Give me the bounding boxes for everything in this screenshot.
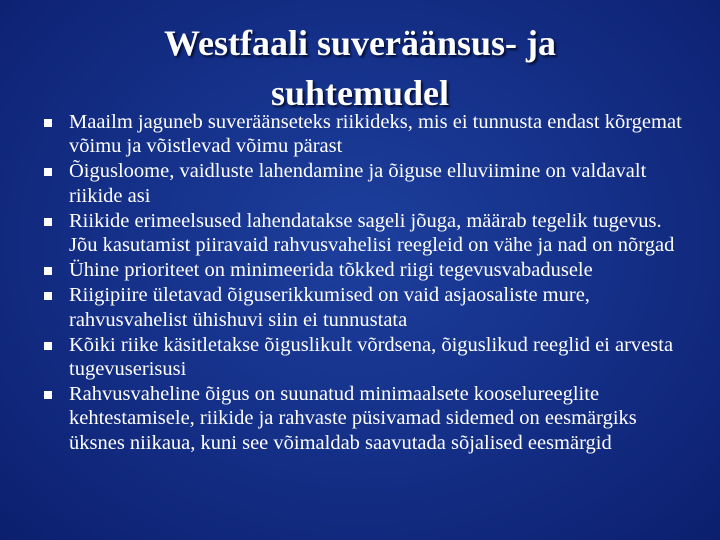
bullet-text: Ühine prioriteet on minimeerida tõkked riigi tegevusvabadusele: [69, 259, 593, 282]
bullet-item: [44, 258, 694, 282]
bullet-item: [44, 209, 694, 257]
bullet-item: [44, 159, 694, 207]
bullet-item: [44, 283, 694, 331]
slide-title: [90, 18, 630, 118]
bullet-text: Riikide erimeelsused lahendatakse sageli jõuga, määrab tegelik tugevus. Jõu kasutamist piiravaid rahvusvahelisi reegleid on vähe ja nad on nõrgad: [69, 209, 675, 257]
bullet-item: [44, 333, 694, 381]
square-bullet-icon: [44, 119, 52, 127]
bullet-item: [44, 110, 694, 158]
bullet-text: Riigipiire ületavad õiguserikkumised on vaid asjaosaliste mure, rahvusvahelist ühishuvi siin ei tunnustata: [69, 284, 590, 331]
bullet-text: Maailm jaguneb suveräänseteks riikideks, mis ei tunnusta endast kõrgemat võimu ja võistlevad võimu pärast: [69, 111, 682, 158]
square-bullet-icon: [44, 267, 52, 275]
square-bullet-icon: [44, 342, 52, 350]
bullet-text: Õigusloome, vaidluste lahendamine ja õiguse elluviimine on valdavalt riikide asi: [69, 160, 647, 207]
bullet-item: [44, 382, 694, 455]
bullet-list: [44, 110, 694, 456]
bullet-text: Rahvusvaheline õigus on suunatud minimaalsete kooselureeglite kehtestamisele, riikide ja rahvaste püsivamad sidemed on eesmärgiks üksnes niikaua, kuni see võimaldab saavutada sõjalised eesmärgid: [69, 383, 637, 454]
square-bullet-icon: [44, 168, 52, 176]
square-bullet-icon: [44, 218, 52, 226]
slide-title-line-2: suhtemudel: [270, 73, 450, 113]
bullet-text: Kõiki riike käsitletakse õiguslikult võrdsena, õiguslikud reeglid ei arvesta tugevuserisusi: [69, 333, 674, 381]
square-bullet-icon: [44, 292, 52, 300]
square-bullet-icon: [44, 391, 52, 399]
slide-title-line-1: Westfaali suveräänsus- ja: [163, 23, 556, 63]
